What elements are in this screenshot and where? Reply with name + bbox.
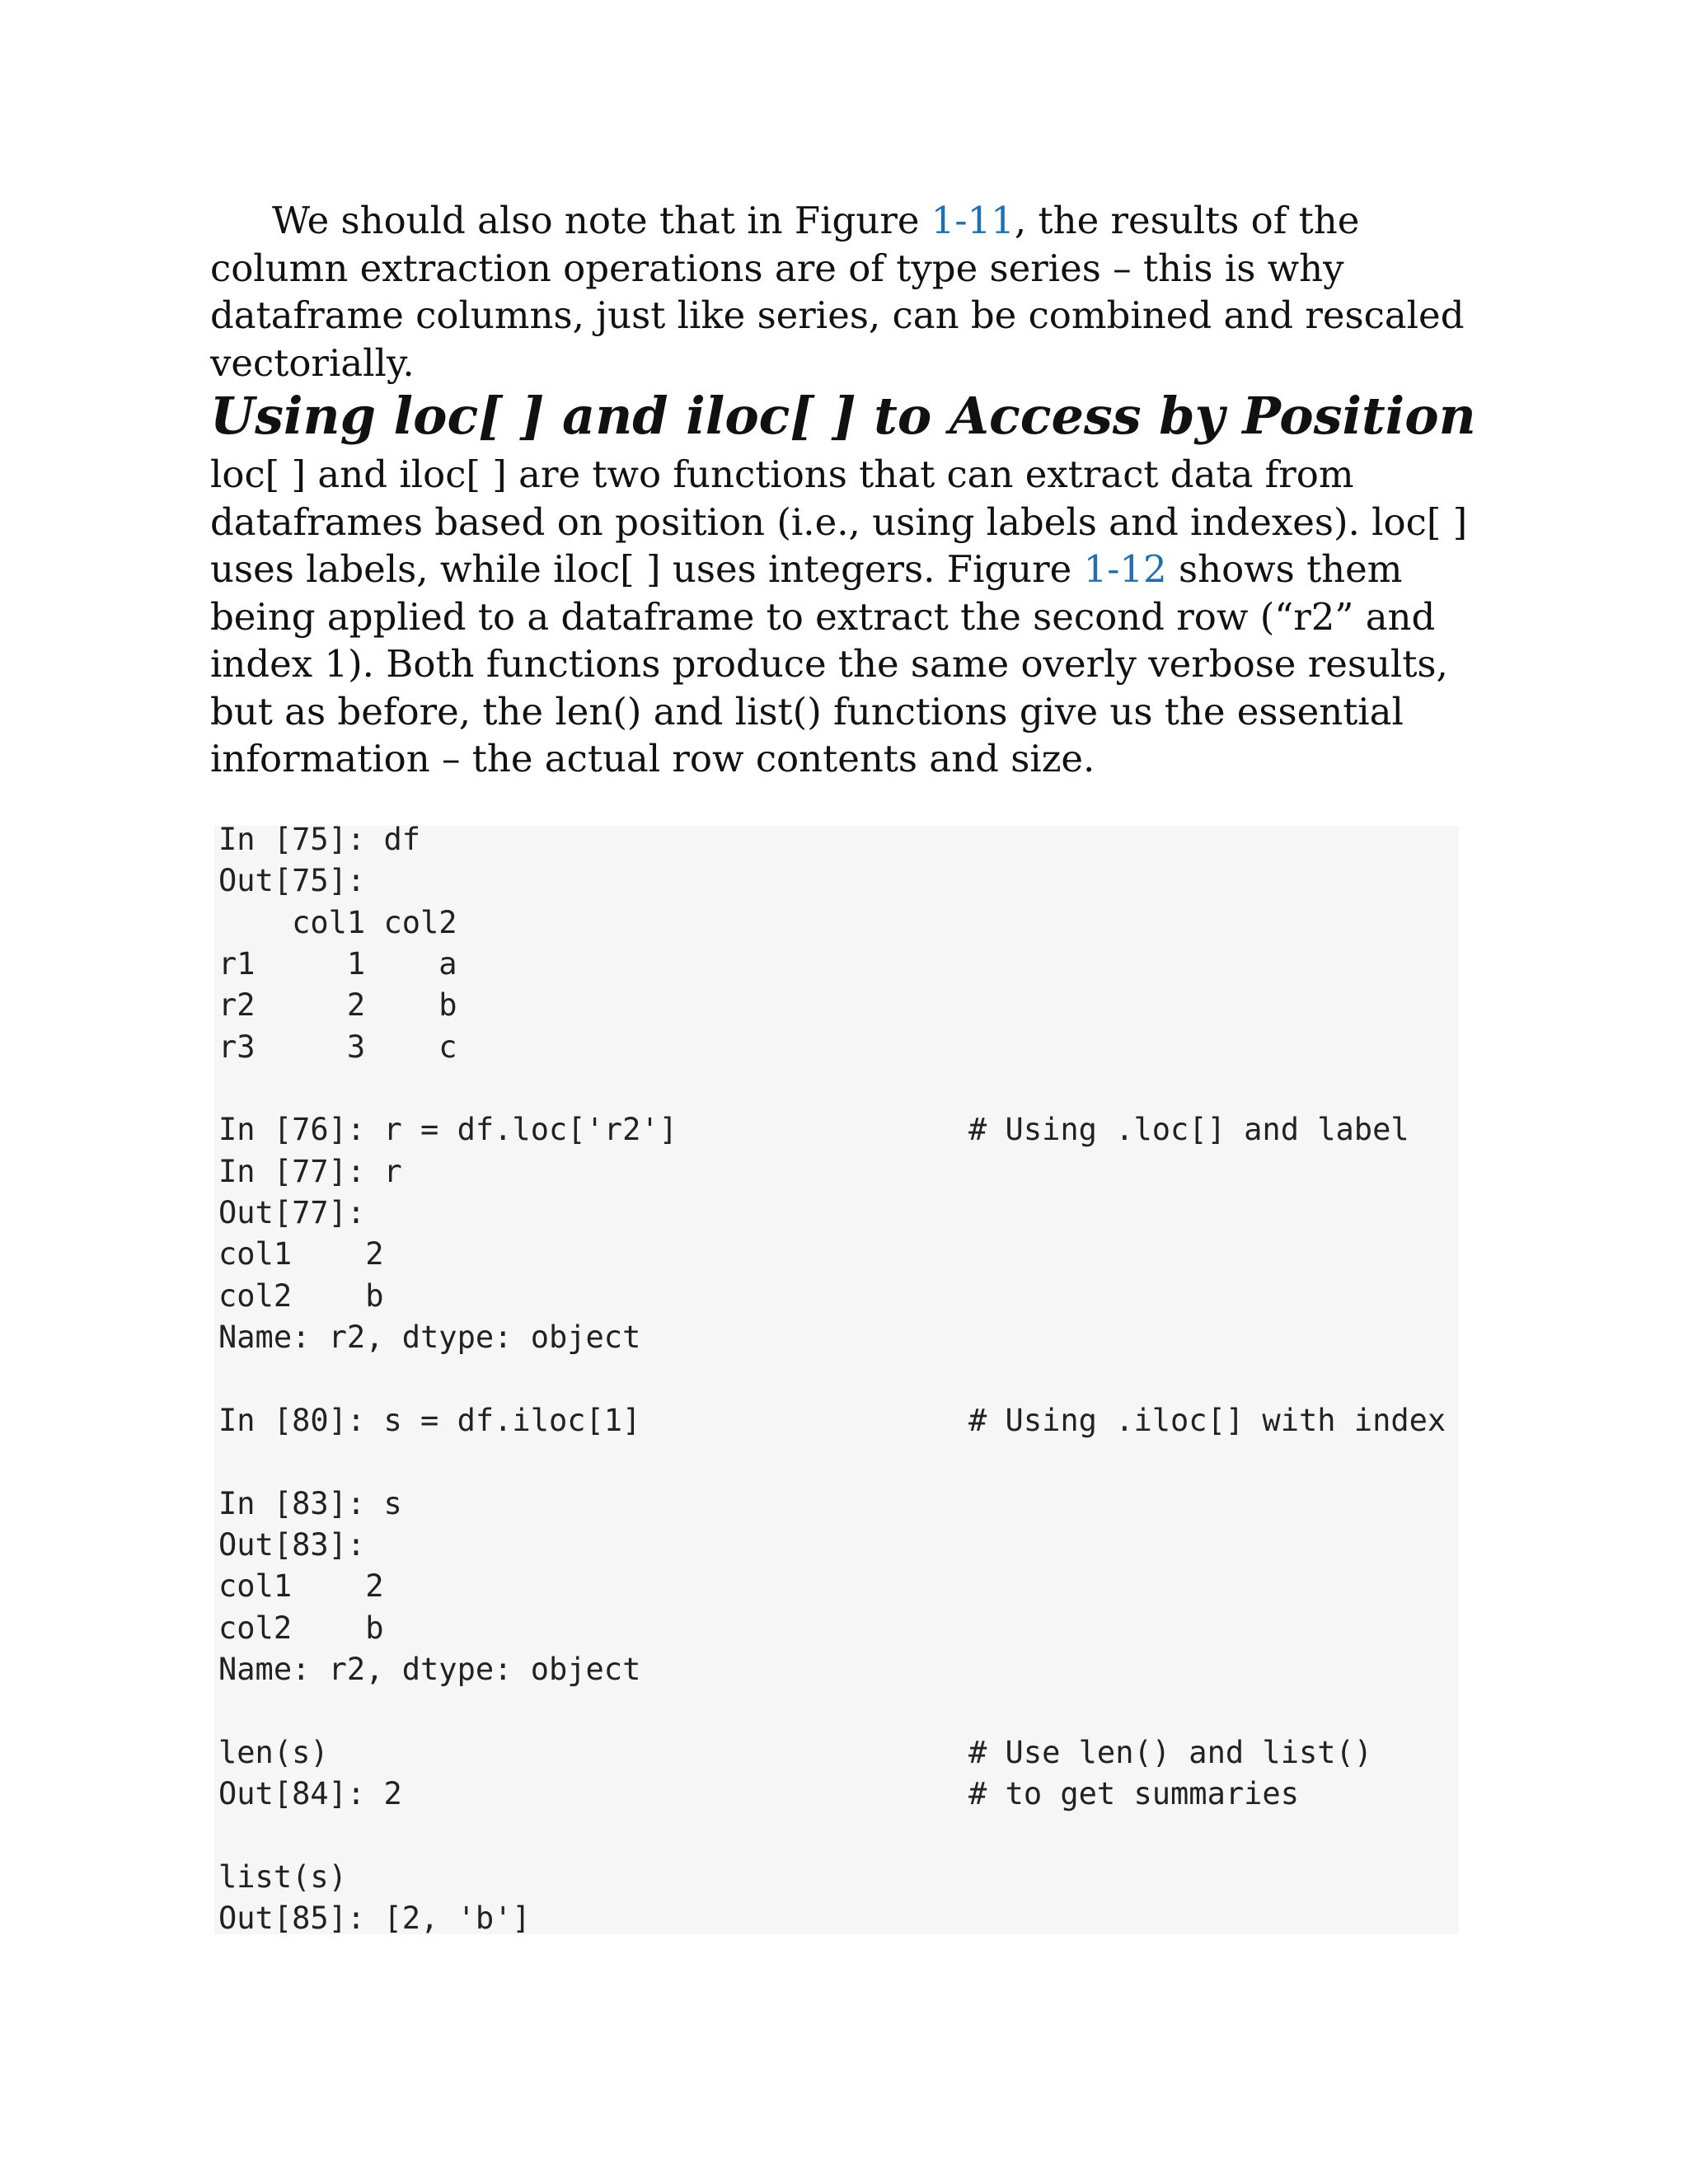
body-paragraph [210, 451, 1479, 783]
code-text: r2 2 b [218, 987, 457, 1024]
section-heading: Using loc[ ] and iloc[ ] to Access by Position [210, 386, 1476, 446]
code-line [218, 1151, 1471, 1193]
code-line [218, 1898, 1471, 1939]
intro-paragraph-text-start: We should also note that in Figure [272, 199, 931, 242]
code-line [218, 1193, 1471, 1234]
code-line [218, 1525, 1471, 1566]
code-text: col1 2 [218, 1236, 384, 1272]
intro-paragraph [210, 197, 1479, 387]
code-text: In [83]: s [218, 1485, 402, 1521]
code-text: Name: r2, dtype: object [218, 1651, 641, 1687]
code-line [218, 1608, 1471, 1649]
code-line [218, 819, 1471, 860]
code-text: col1 col2 [218, 904, 457, 940]
intro-paragraph-text-end: , the results of the column extraction operations are of type series – this is why dataframe columns, just like series, can be combined and rescaled vectorially. [210, 199, 1465, 385]
code-line [218, 1276, 1471, 1317]
code-text: col2 b [218, 1277, 384, 1314]
code-text: list(s) [218, 1858, 347, 1895]
code-line [218, 944, 1471, 985]
code-text: Out[83]: [218, 1526, 366, 1563]
code-text: In [76]: r = df.loc['r2'] [218, 1112, 678, 1148]
code-text: Name: r2, dtype: object [218, 1319, 641, 1356]
body-paragraph-text-end: shows them being applied to a dataframe to extract the second row (“r2” and index 1). Both functions produce the same overly verbose results, but as before, the len() and list() functions give us the essential information – the actual row contents and size. [210, 547, 1448, 780]
code-line [218, 1732, 1471, 1774]
code-comment: # Using .loc[] and label [968, 1112, 1409, 1148]
figure-reference-link[interactable]: 1-11 [931, 199, 1015, 242]
code-line [218, 1815, 1471, 1856]
code-text: In [80]: s = df.iloc[1] [218, 1402, 641, 1438]
code-text: Out[77]: [218, 1195, 366, 1231]
code-comment: # to get summaries [968, 1775, 1299, 1811]
code-line [218, 985, 1471, 1026]
code-line [218, 860, 1471, 902]
code-text: len(s) [218, 1734, 329, 1770]
code-line [218, 1234, 1471, 1275]
code-line [218, 1400, 1471, 1441]
code-text: col1 2 [218, 1568, 384, 1605]
code-line [218, 1027, 1471, 1068]
code-comment: # Use len() and list() [968, 1734, 1373, 1770]
code-line [218, 1483, 1471, 1525]
code-text: r1 1 a [218, 946, 457, 982]
code-comment: # Using .iloc[] with index [968, 1402, 1447, 1438]
code-line [218, 1109, 1471, 1151]
code-line [218, 1690, 1471, 1732]
code-text: Out[84]: 2 [218, 1775, 402, 1811]
body-paragraph-text-start: loc[ ] and iloc[ ] are two functions that can extract data from dataframes based on position (i.e., using labels and indexes). loc[ ] uses labels, while iloc[ ] uses integers. Figure [210, 452, 1468, 591]
code-line [218, 1068, 1471, 1109]
code-line [218, 1441, 1471, 1483]
code-text: Out[75]: [218, 863, 366, 899]
code-line [218, 1358, 1471, 1399]
code-line [218, 1566, 1471, 1607]
code-text: In [77]: r [218, 1153, 402, 1189]
code-figure [218, 819, 1471, 1939]
code-text: Out[85]: [2, 'b'] [218, 1900, 531, 1936]
code-text: col2 b [218, 1610, 384, 1646]
code-line [218, 1774, 1471, 1815]
figure-reference-link[interactable]: 1-12 [1083, 547, 1167, 591]
code-line [218, 1649, 1471, 1690]
code-text: r3 3 c [218, 1029, 457, 1065]
code-text: In [75]: df [218, 822, 421, 857]
code-line [218, 1857, 1471, 1898]
code-line [218, 1317, 1471, 1358]
code-line [218, 902, 1471, 944]
